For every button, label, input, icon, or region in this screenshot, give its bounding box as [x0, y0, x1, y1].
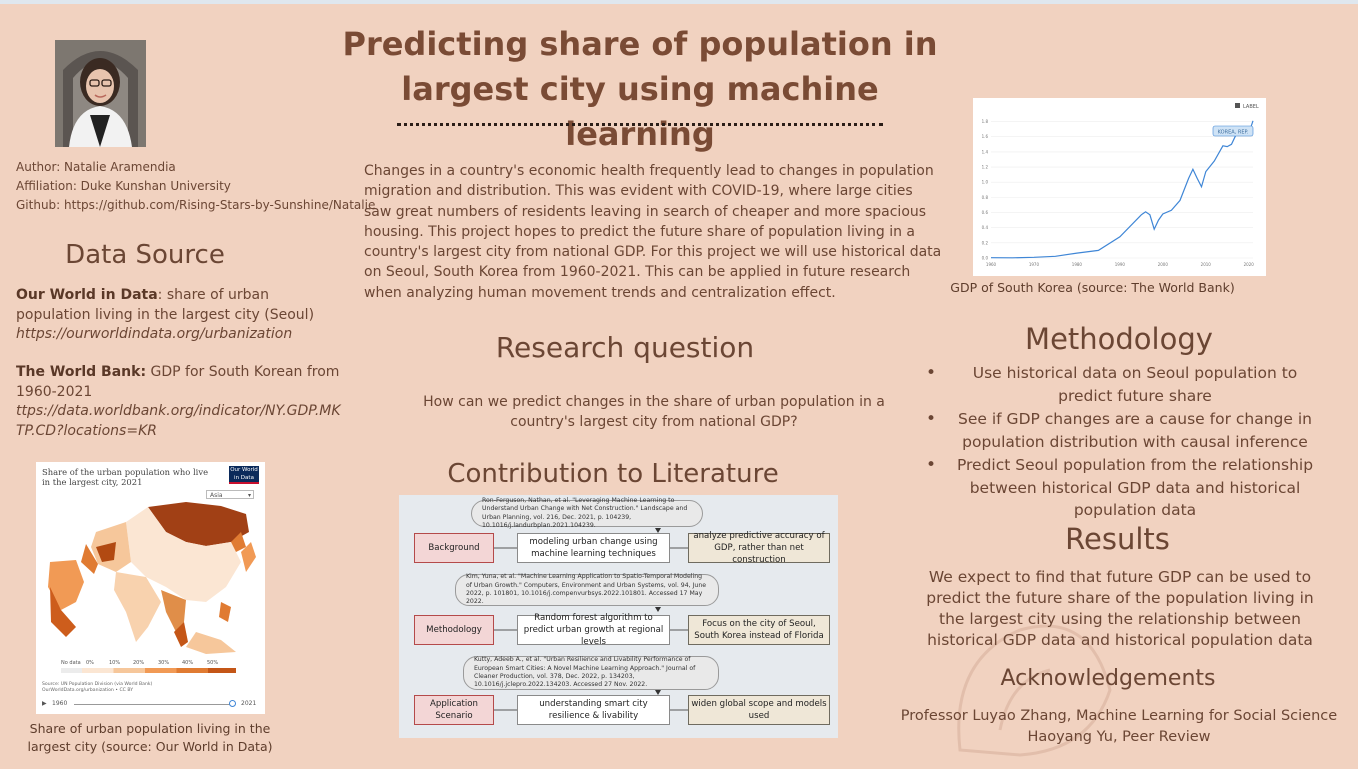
- methodology-item: • Use historical data on Seoul population to predict future share: [918, 362, 1318, 407]
- wb-name: The World Bank:: [16, 364, 147, 380]
- research-heading: Research question: [495, 331, 755, 364]
- label-background: Background: [414, 533, 494, 563]
- wb-desc: GDP for South Korean from 1960-2021: [16, 364, 340, 400]
- logo-stripe: [229, 482, 259, 484]
- title-divider: [397, 123, 883, 126]
- author-photo: [55, 40, 146, 147]
- owid-map: [36, 462, 265, 714]
- y-tick-label: 0.2: [981, 240, 988, 246]
- x-tick-label: 1970: [1028, 262, 1040, 267]
- right-methodology: Focus on the city of Seoul, South Korea instead of Florida: [688, 615, 830, 645]
- logo-line-2: in Data: [234, 475, 254, 481]
- map-source: Source: UN Population Division (via World Bank): [42, 682, 153, 687]
- x-tick-label: 1980: [1071, 262, 1082, 267]
- author-name: Author: Natalie Aramendia: [16, 160, 176, 174]
- methodology-list: [918, 362, 1318, 523]
- results-text: We expect to find that future GDP can be used to predict the future share of the population living in the largest city using the relationship between historical GDP data and historical population data: [926, 568, 1314, 649]
- slider-end: 2021: [241, 700, 257, 707]
- methodology-heading: Methodology: [1025, 322, 1213, 356]
- y-tick-label: 0.4: [981, 225, 988, 231]
- legend-20: 20%: [133, 660, 145, 666]
- methodology-item: • See if GDP changes are a cause for change in population distribution with causal inference: [918, 408, 1318, 453]
- map-caption: Share of urban population living in the largest city (source: Our World in Data): [27, 721, 273, 754]
- source-worldbank: [16, 363, 346, 441]
- gdp-series-line: [991, 121, 1253, 258]
- owid-name: Our World in Data: [16, 287, 158, 303]
- asia-map: [36, 492, 265, 662]
- gdp-caption: GDP of South Korea (source: The World Bank): [950, 280, 1235, 295]
- owid-url: https://ourworldindata.org/urbanization: [16, 326, 293, 342]
- legend-10: 10%: [109, 660, 121, 666]
- legend-30: 30%: [158, 660, 170, 666]
- ack-line-1: Professor Luyao Zhang, Machine Learning for Social Science: [900, 708, 1338, 724]
- ref-kim: Kim, Yuna, et al. "Machine Learning Application to Spatio-Temporal Modeling of Urban Growth." Computers, Environment and Urban Systems, vol. 94, June 2022, p. 101801, 10.1016/j.compenvurbsys.2022.101801. Accessed 17 May 2022.: [455, 574, 719, 606]
- research-question: How can we predict changes in the share of urban population in a country's largest city from national GDP?: [423, 394, 885, 430]
- gdp-chart-svg: [973, 98, 1266, 276]
- x-tick-label: 2000: [1157, 262, 1168, 267]
- x-tick-label: 2020: [1243, 262, 1254, 267]
- legend-label: LABEL: [1243, 104, 1259, 110]
- x-tick-label: 2010: [1200, 262, 1211, 267]
- right-background: analyze predictive accuracy of GDP, rather than net construction: [688, 533, 830, 563]
- y-tick-label: 1.2: [981, 164, 988, 170]
- gdp-chart: [973, 98, 1266, 276]
- logo-line-1: Our World: [230, 467, 258, 473]
- legend-no-data: No data: [61, 660, 81, 666]
- label-methodology: Methodology: [414, 615, 494, 645]
- right-application: widen global scope and models used: [688, 695, 830, 725]
- legend-40: 40%: [182, 660, 194, 666]
- legend-checkbox: [1235, 103, 1240, 108]
- label-application: Application Scenario: [414, 695, 494, 725]
- legend-0: 0%: [86, 660, 94, 666]
- data-source-heading: Data Source: [65, 240, 225, 270]
- legend-50: 50%: [207, 660, 219, 666]
- owid-desc: : share of urban population living in the largest city (Seoul): [16, 287, 315, 323]
- slider-start: 1960: [52, 700, 68, 707]
- legend-bar: [61, 668, 236, 673]
- author-affiliation: Affiliation: Duke Kunshan University: [16, 179, 231, 193]
- contribution-heading: Contribution to Literature: [447, 459, 779, 489]
- methodology-item: • Predict Seoul population from the relationship between historical GDP data and historical population data: [918, 454, 1318, 522]
- ack-line-2: Haoyang Yu, Peer Review: [1027, 729, 1211, 745]
- acknowledgements-text: [890, 706, 1348, 748]
- source-owid: [16, 286, 346, 345]
- time-slider[interactable]: [74, 704, 234, 705]
- map-legend: [61, 660, 236, 668]
- y-tick-label: 1.8: [981, 119, 988, 125]
- map-url: OurWorldData.org/urbanization • CC BY: [42, 688, 134, 693]
- y-tick-label: 0.6: [981, 210, 988, 216]
- map-title: Share of the urban population who live in the largest city, 2021: [42, 467, 209, 487]
- wb-url: ttps://data.worldbank.org/indicator/NY.GDP.MKTP.CD?locations=KR: [16, 403, 341, 439]
- x-tick-label: 1990: [1114, 262, 1125, 267]
- title-line-2: largest city using machine learning: [401, 70, 879, 153]
- y-tick-label: 0.8: [981, 194, 988, 200]
- literature-diagram: [399, 495, 838, 738]
- diagram-connectors: [399, 495, 838, 738]
- y-tick-label: 1.6: [981, 134, 988, 140]
- mid-methodology: Random forest algorithm to predict urban growth at regional levels: [517, 615, 670, 645]
- series-tag-label: KOREA, REP.: [1217, 129, 1249, 136]
- slider-handle[interactable]: [229, 700, 236, 707]
- top-border: [0, 0, 1358, 4]
- author-github: Github: https://github.com/Rising-Stars-by-Sunshine/Natalie: [16, 198, 376, 212]
- y-tick-label: 1.4: [981, 149, 988, 155]
- results-heading: Results: [1065, 522, 1170, 556]
- chevron-down-icon: ▾: [247, 492, 251, 499]
- owid-logo: [229, 466, 259, 484]
- mid-application: understanding smart city resilience & livability: [517, 695, 670, 725]
- acknowledgements-heading: Acknowledgements: [1000, 666, 1216, 691]
- y-tick-label: 1.0: [981, 179, 988, 185]
- title-line-1: Predicting share of population in: [342, 25, 938, 63]
- region-select-value: Asia: [210, 492, 223, 499]
- y-tick-label: 0.0: [981, 255, 988, 261]
- poster-title: [330, 22, 950, 157]
- ref-kutty: Kutty, Adeeb A., et al. "Urban Resilience and Livability Performance of European Smart Cities: A Novel Machine Learning Approach." Journal of Cleaner Production, vol. 378, Dec. 2022, p. 134203, 10.1016/j.jclepro.2022.134203. Accessed 27 Nov. 2022.: [463, 656, 719, 690]
- ref-ron-ferguson: Ron-Ferguson, Nathan, et al. "Leveraging Machine Learning to Understand Urban Change with Net Construction." Landscape and Urban Planning, vol. 216, Dec. 2021, p. 104239, 10.1016/j.landurbplan.2021.104239.: [471, 500, 703, 527]
- play-icon[interactable]: ▶: [42, 700, 47, 707]
- mid-background: modeling urban change using machine learning techniques: [517, 533, 670, 563]
- x-tick-label: 1960: [985, 262, 997, 267]
- intro-paragraph: Changes in a country's economic health frequently lead to changes in population migration and distribution. This was evident with COVID-19, where large cities saw great numbers of residents leaving in search of cheaper and more spacious housing. This project hopes to predict the future share of population living in a country's largest city from national GDP. For this project we will use historical data on Seoul, South Korea from 1960-2021. This can be applied in future research when analyzing human movement trends and centralization effect.: [364, 163, 942, 301]
